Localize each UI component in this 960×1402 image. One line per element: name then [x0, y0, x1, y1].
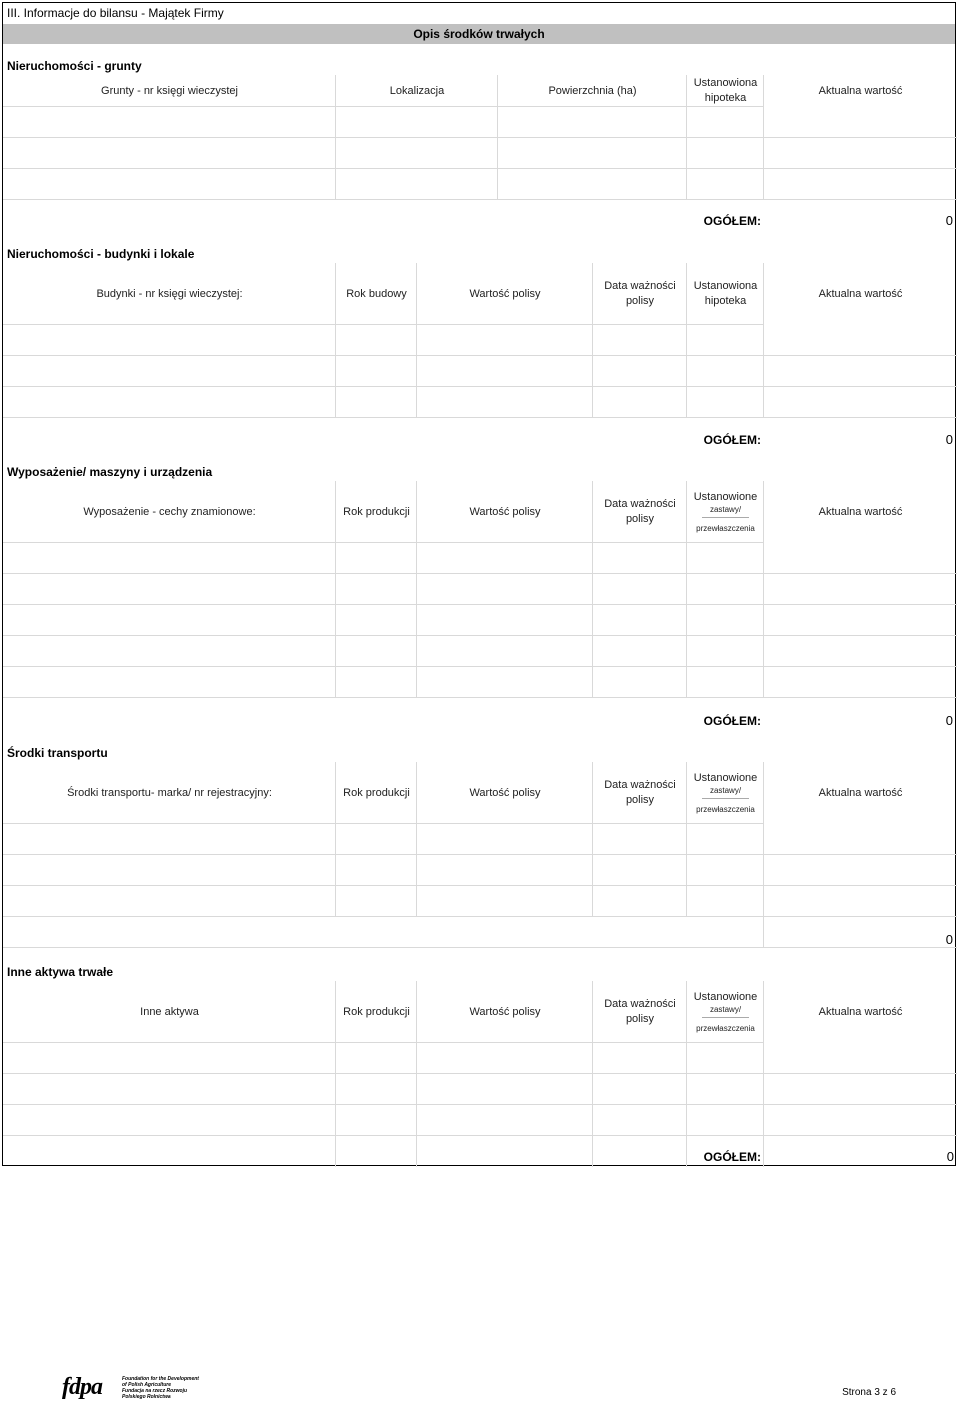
section-title-budynki: Nieruchomości - budynki i lokale	[7, 247, 195, 261]
header-cell-zastawy: Ustanowione zastawy/ przewłaszczenia	[693, 991, 758, 1033]
total-value-transport: 0	[945, 932, 953, 947]
header-cell-data-waznosci: Data ważności polisy	[604, 998, 676, 1025]
header-cell-transport-marka: Środki transportu- marka/ nr rejestracyjny:	[67, 786, 272, 799]
header-cell-data-waznosci: Data ważności polisy	[604, 779, 676, 806]
header-cell-rok-produkcji: Rok produkcji	[343, 505, 410, 518]
table-row[interactable]	[3, 824, 955, 855]
table-row[interactable]	[3, 1105, 955, 1136]
header-cell-lokalizacja: Lokalizacja	[389, 84, 445, 97]
total-value-wyposazenie: 0	[945, 713, 953, 728]
header-cell-data-waznosci: Data ważności polisy	[604, 280, 676, 307]
table-row[interactable]	[3, 636, 955, 667]
header-cell-aktualna-wartosc: Aktualna wartość	[818, 84, 903, 97]
fdpa-logo-text: Foundation for the Development of Polish Agriculture Fundacja na rzecz Rozwoju Polskiego Rolnictwa	[122, 1376, 199, 1400]
table-row[interactable]	[3, 107, 955, 138]
header-cell-aktualna-wartosc: Aktualna wartość	[818, 1005, 903, 1018]
table-row[interactable]	[3, 1136, 955, 1167]
header-cell-wyposazenie-cechy: Wyposażenie - cechy znamionowe:	[83, 505, 256, 518]
section-title-inne: Inne aktywa trwałe	[7, 965, 114, 979]
table-row[interactable]	[3, 1074, 955, 1105]
header-cell-aktualna-wartosc: Aktualna wartość	[818, 287, 903, 300]
table-row[interactable]	[3, 886, 955, 917]
header-cell-grunty-nr: Grunty - nr księgi wieczystej	[101, 84, 238, 97]
table-row[interactable]	[3, 667, 955, 698]
header-cell-zastawy: Ustanowione zastawy/ przewłaszczenia	[693, 772, 758, 814]
table-row[interactable]	[3, 855, 955, 886]
table-row[interactable]	[3, 325, 955, 356]
fdpa-logo-mark: fdpa	[62, 1374, 102, 1400]
header-cell-hipoteka: Ustanowiona hipoteka	[693, 280, 758, 307]
table-row[interactable]	[3, 356, 955, 387]
header-cell-powierzchnia: Powierzchnia (ha)	[548, 84, 637, 97]
section-band-title: Opis środków trwałych	[3, 24, 955, 44]
header-cell-inne-aktywa: Inne aktywa	[140, 1005, 199, 1018]
total-value-inne: 0	[946, 1149, 954, 1164]
header-cell-budynki-nr: Budynki - nr księgi wieczystej:	[96, 287, 243, 300]
total-label: OGÓŁEM:	[703, 433, 761, 447]
fdpa-logo	[62, 1374, 262, 1402]
table-row[interactable]	[3, 574, 955, 605]
table-row[interactable]	[3, 917, 955, 948]
header-cell-wartosc-polisy: Wartość polisy	[469, 786, 541, 799]
section-title-transport: Środki transportu	[7, 746, 108, 760]
header-row-grunty	[3, 75, 955, 107]
total-value-grunty: 0	[945, 213, 953, 228]
page-number: Strona 3 z 6	[842, 1387, 896, 1398]
table-row[interactable]	[3, 1043, 955, 1074]
header-row-transport	[3, 762, 955, 824]
section-title-grunty: Nieruchomości - grunty	[7, 59, 142, 73]
header-cell-hipoteka: Ustanowiona hipoteka	[693, 77, 758, 104]
header-cell-rok-produkcji: Rok produkcji	[343, 1005, 410, 1018]
section-title-wyposazenie: Wyposażenie/ maszyny i urządzenia	[7, 465, 213, 479]
total-label: OGÓŁEM:	[703, 1150, 761, 1164]
table-row[interactable]	[3, 543, 955, 574]
table-row[interactable]	[3, 387, 955, 418]
header-cell-zastawy: Ustanowione zastawy/ przewłaszczenia	[693, 491, 758, 533]
total-value-budynki: 0	[945, 432, 953, 447]
header-cell-wartosc-polisy: Wartość polisy	[469, 1005, 541, 1018]
header-cell-rok-produkcji: Rok produkcji	[343, 786, 410, 799]
table-row[interactable]	[3, 605, 955, 636]
header-row-budynki	[3, 263, 955, 325]
header-cell-wartosc-polisy: Wartość polisy	[469, 505, 541, 518]
header-cell-aktualna-wartosc: Aktualna wartość	[818, 786, 903, 799]
table-row[interactable]	[3, 169, 955, 200]
total-label: OGÓŁEM:	[703, 714, 761, 728]
total-label: OGÓŁEM:	[703, 214, 761, 228]
header-row-inne	[3, 981, 955, 1043]
document-title: III. Informacje do bilansu - Majątek Firmy	[7, 6, 224, 20]
header-cell-rok-budowy: Rok budowy	[346, 287, 407, 300]
header-cell-aktualna-wartosc: Aktualna wartość	[818, 505, 903, 518]
header-row-wyposazenie	[3, 481, 955, 543]
header-cell-data-waznosci: Data ważności polisy	[604, 498, 676, 525]
header-cell-wartosc-polisy: Wartość polisy	[469, 287, 541, 300]
document-frame	[2, 2, 956, 1166]
table-row[interactable]	[3, 138, 955, 169]
